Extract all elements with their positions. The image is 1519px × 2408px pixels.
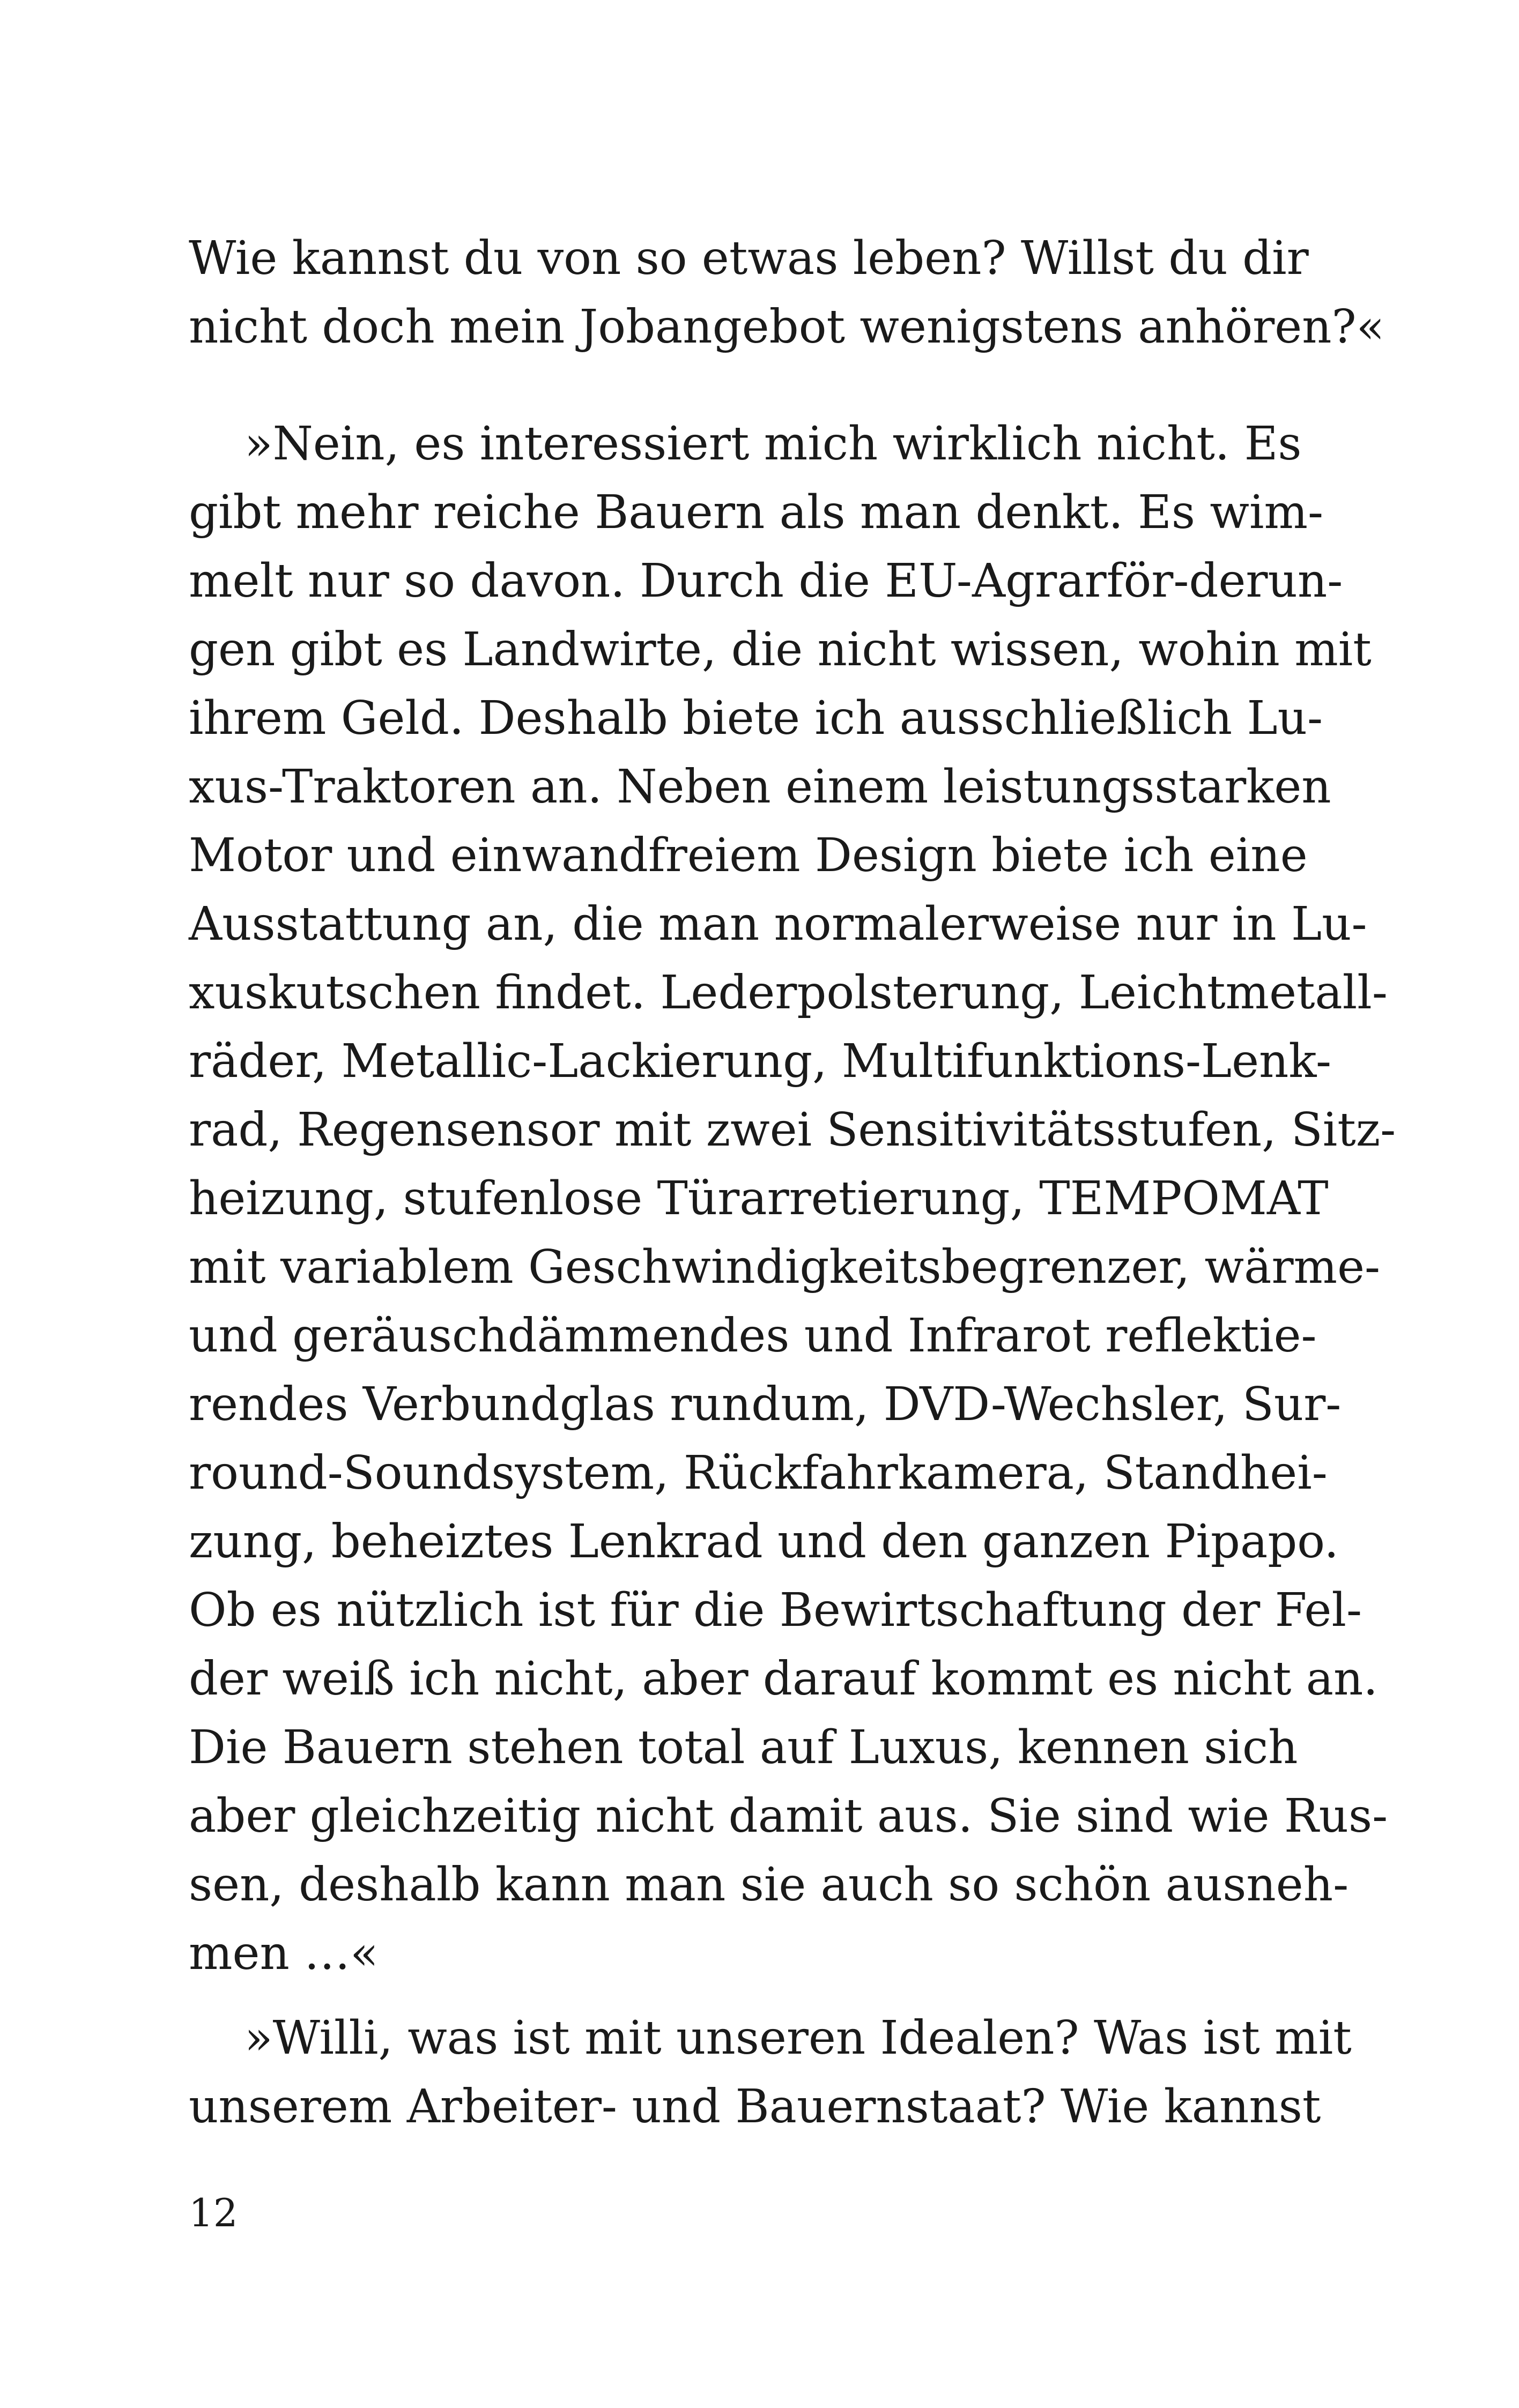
text-line: ihrem Geld. Deshalb biete ich ausschließlich Lu- [189, 692, 1323, 745]
text-line: unserem Arbeiter- und Bauernstaat? Wie kannst [189, 2080, 1321, 2134]
text-line: gen gibt es Landwirte, die nicht wissen, wohin mit [189, 623, 1372, 677]
text-line: melt nur so davon. Durch die EU-Agrarför-derun- [189, 554, 1343, 608]
text-line: Motor und einwandfreiem Design biete ich eine [189, 829, 1308, 882]
text-line: xuskutschen findet. Lederpolsterung, Leichtmetall- [189, 966, 1388, 1020]
text-line: »Nein, es interessiert mich wirklich nicht. Es [244, 417, 1302, 471]
text-line: rad, Regensensor mit zwei Sensitivitätsstufen, Sitz- [189, 1103, 1396, 1157]
text-line: »Willi, was ist mit unseren Idealen? Was ist mit [244, 2011, 1352, 2065]
text-line: aber gleichzeitig nicht damit aus. Sie sind wie Rus- [189, 1789, 1388, 1843]
text-line: men …« [189, 1927, 379, 1980]
text-line: Ausstattung an, die man normalerweise nur in Lu- [189, 897, 1367, 951]
text-line: räder, Metallic-Lackierung, Multifunktions-Lenk- [189, 1035, 1332, 1088]
text-line: Wie kannst du von so etwas leben? Willst du dir [189, 232, 1309, 285]
text-line: rendes Verbundglas rundum, DVD-Wechsler, Sur- [189, 1378, 1342, 1431]
text-line: sen, deshalb kann man sie auch so schön ausneh- [189, 1858, 1349, 1912]
text-line: gibt mehr reiche Bauern als man denkt. Es wim- [189, 486, 1324, 539]
text-line: round-Soundsystem, Rückfahrkamera, Standhei- [189, 1446, 1328, 1500]
text-line: Die Bauern stehen total auf Luxus, kennen sich [189, 1721, 1298, 1774]
text-line: heizung, stufenlose Türarretierung, TEMPOMAT [189, 1172, 1329, 1225]
text-line: xus-Traktoren an. Neben einem leistungsstarken [189, 760, 1331, 814]
page-number: 12 [189, 2190, 238, 2235]
text-line: nicht doch mein Jobangebot wenigstens anhören?« [189, 300, 1385, 354]
text-line: und geräuschdämmendes und Infrarot reflektie- [189, 1309, 1317, 1363]
text-line: mit variablem Geschwindigkeitsbegrenzer, wärme- [189, 1240, 1381, 1294]
text-line: zung, beheiztes Lenkrad und den ganzen Pipapo. [189, 1515, 1339, 1569]
text-line: Ob es nützlich ist für die Bewirtschaftung der Fel- [189, 1584, 1362, 1637]
text-line: der weiß ich nicht, aber darauf kommt es nicht an. [189, 1652, 1378, 1706]
